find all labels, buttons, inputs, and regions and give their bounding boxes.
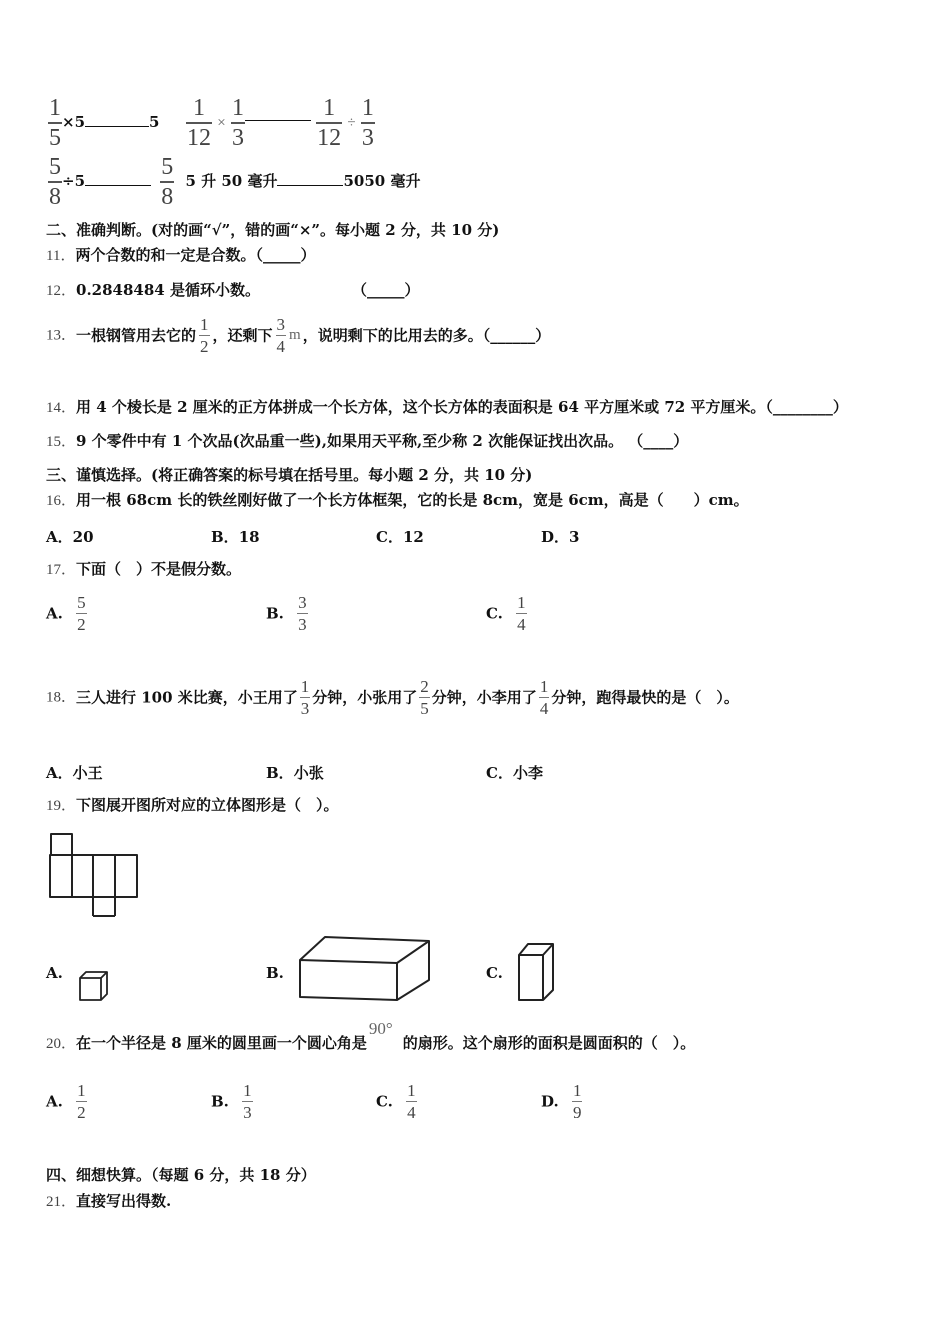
unit-label: m — [289, 327, 301, 343]
fraction: $\frac{1}{3}$ — [243, 1081, 252, 1122]
fraction: $\frac{1}{3}$ — [300, 677, 310, 718]
fraction: $\frac{1}{9}$ — [572, 1081, 582, 1122]
q18-option-c[interactable]: C．小李 — [486, 764, 543, 782]
fraction: $\frac{1}{12}$ — [187, 95, 211, 151]
fraction: $\frac{1}{3}$ — [361, 95, 374, 151]
q19-option-a[interactable]: A. — [46, 964, 63, 982]
fraction: $\frac{2}{5}$ — [420, 677, 429, 718]
small-cube-icon — [78, 970, 112, 1004]
multiply-operator: × — [217, 115, 226, 131]
operator: ×5 — [62, 113, 86, 131]
question-number: 14． — [46, 400, 77, 416]
question-text: 三人进行 100 米比赛，小王用了 — [76, 688, 298, 707]
question-text: 9 个零件中有 1 个次品(次品重一些),如果用天平称,至少称 2 次能保证找出次品。 （____） — [76, 432, 689, 450]
fraction: $\frac{5}{8}$ — [161, 154, 174, 210]
q16-option-d[interactable]: D．3 — [541, 528, 580, 546]
volume-left: 5 升 50 毫升 — [185, 172, 278, 190]
section-2-heading: 二、准确判断。(对的画“√”，错的画“×”。每小题 2 分，共 10 分) — [46, 221, 500, 239]
fraction: $\frac{5}{8}$ — [49, 154, 61, 210]
q20-option-c[interactable]: C. $\frac{1}{4}$ — [376, 1081, 416, 1122]
question-text: ，说明剩下的比用去的多。（______） — [302, 326, 551, 345]
question-text: 的扇形。这个扇形的面积是圆面积的（ ）。 — [402, 1034, 696, 1052]
section-4-heading: 四、细想快算。（每题 6 分，共 18 分） — [46, 1166, 316, 1184]
q20-option-a[interactable]: A. $\frac{1}{2}$ — [46, 1081, 86, 1122]
question-number: 21． — [46, 1194, 77, 1210]
fraction: $\frac{1}{4}$ — [407, 1081, 416, 1122]
q18-option-b[interactable]: B．小张 — [266, 764, 324, 782]
question-text: 两个合数的和一定是合数。（_____） — [75, 246, 316, 264]
question-text: 下图展开图所对应的立体图形是（ ）。 — [76, 796, 339, 814]
fraction: $\frac{3}{4}$ — [276, 315, 286, 356]
q16-option-b[interactable]: B．18 — [211, 528, 260, 546]
question-text: 分钟，跑得最快的是（ ）。 — [551, 688, 739, 707]
question-number: 11． — [46, 248, 76, 264]
q19-option-b[interactable]: B. — [266, 964, 284, 982]
volume-right: 5050 毫升 — [343, 172, 421, 190]
question-text: ，还剩下 — [212, 326, 273, 345]
fraction: $\frac{1}{5}$ — [49, 95, 61, 151]
question-number: 18． — [46, 689, 77, 706]
fraction: $\frac{1}{2}$ — [77, 1081, 86, 1122]
question-20 — [46, 1019, 696, 1053]
wide-cuboid-icon — [296, 934, 436, 1004]
question-text: 一根钢管用去它的 — [76, 326, 197, 345]
q16-option-c[interactable]: C．12 — [376, 528, 424, 546]
question-text: 用一根 68cm 长的铁丝刚好做了一个长方体框架，它的长是 8cm，宽是 6cm，高是（ ）cm。 — [76, 491, 749, 509]
q17-option-a[interactable]: A. $\frac{5}{2}$ — [46, 593, 86, 634]
section-3-heading: 三、谨慎选择。(将正确答案的标号填在括号里。每小题 2 分，共 10 分) — [46, 466, 533, 484]
fraction: $\frac{1}{4}$ — [539, 677, 549, 718]
question-text: 分钟，小李用了 — [431, 688, 537, 707]
question-text: 0.2848484 是循环小数。 — [76, 281, 260, 299]
divide-operator: ÷ — [347, 115, 356, 131]
fraction: $\frac{1}{2}$ — [200, 315, 209, 356]
fraction: $\frac{5}{2}$ — [77, 593, 86, 634]
q17-option-b[interactable]: B. $\frac{3}{3}$ — [266, 593, 307, 634]
q19-option-c[interactable]: C. — [486, 964, 503, 982]
question-number: 20． — [46, 1036, 77, 1052]
fraction: $\frac{1}{12}$ — [317, 95, 342, 151]
fraction: $\frac{1}{4}$ — [517, 593, 526, 634]
q20-option-b[interactable]: B. $\frac{1}{3}$ — [211, 1081, 252, 1122]
answer-parentheses[interactable]: （_____） — [352, 281, 420, 299]
question-number: 16． — [46, 493, 77, 509]
question-number: 12． — [46, 283, 77, 299]
question-text: 在一个半径是 8 厘米的圆里画一个圆心角是 — [76, 1034, 367, 1052]
q18-option-a[interactable]: A．小王 — [46, 764, 103, 782]
fraction: $\frac{3}{3}$ — [298, 593, 307, 634]
tall-cuboid-icon — [516, 942, 560, 1004]
question-text: 用 4 个棱长是 2 厘米的正方体拼成一个长方体，这个长方体的表面积是 64 平方厘米或 72 平方厘米。（________） — [76, 398, 848, 416]
q20-option-d[interactable]: D. $\frac{1}{9}$ — [541, 1081, 582, 1122]
fraction: $\frac{1}{3}$ — [231, 95, 244, 151]
question-number: 19． — [46, 798, 77, 814]
angle-label: 90° — [368, 1019, 393, 1038]
question-21 — [46, 1192, 171, 1211]
operator: ÷5 — [62, 172, 86, 190]
q17-option-c[interactable]: C. $\frac{1}{4}$ — [486, 593, 526, 634]
compare-value: 5 — [149, 113, 160, 131]
question-number: 13． — [46, 327, 77, 344]
question-text: 直接写出得数. — [76, 1192, 172, 1210]
q16-option-a[interactable]: A．20 — [46, 528, 94, 546]
question-number: 15． — [46, 434, 77, 450]
question-text: 分钟，小张用了 — [312, 688, 418, 707]
question-number: 17． — [46, 562, 77, 578]
question-text: 下面（ ）不是假分数。 — [76, 560, 242, 578]
